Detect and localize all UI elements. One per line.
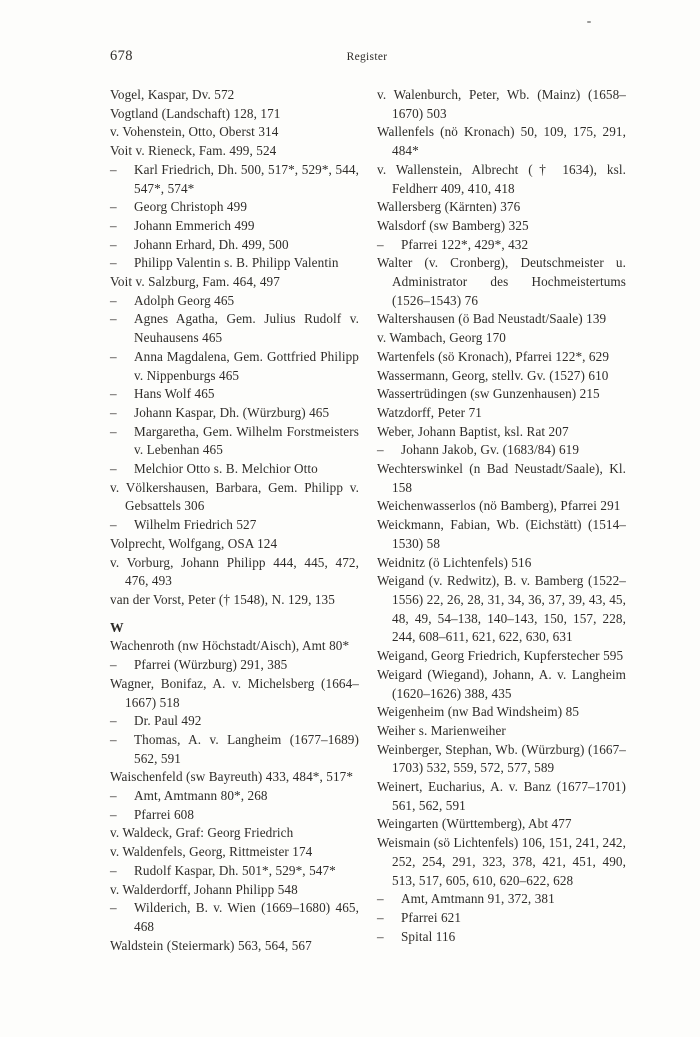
index-entry: Voit v. Rieneck, Fam. 499, 524 [110, 143, 277, 159]
index-subentry: – Agnes Agatha, Gem. Julius Rudolf v. Neuhausens 465 [110, 311, 359, 346]
index-entry: Weickmann, Fabian, Wb. (Eichstätt) (1514–1530) 58 [377, 517, 626, 551]
subentry-dash: – [377, 236, 384, 252]
subentry-dash: – [110, 311, 117, 327]
index-subentry: – Amt, Amtmann 80*, 268 [110, 787, 359, 806]
index-column-right [377, 86, 626, 955]
subentry-dash: – [110, 161, 117, 177]
index-entry: Weismain (sö Lichtenfels) 106, 151, 241, 242, 252, 254, 291, 323, 378, 421, 451, 490, 513, 517, 605, 610, 620–622, 628 [377, 835, 626, 888]
index-subentry: – Johann Emmerich 499 [110, 217, 359, 236]
index-entry: Weigand (v. Redwitz), B. v. Bamberg (1522–1556) 22, 26, 28, 31, 34, 36, 37, 39, 43, 45, 48, 49, 54–138, 140–143, 150, 157, 228, 244, 608–611, 621, 622, 630, 631 [377, 573, 626, 645]
section-letter: W [110, 619, 124, 635]
index-entry: v. Walenburch, Peter, Wb. (Mainz) (1658–1670) 503 [377, 87, 626, 121]
page-header [110, 48, 624, 68]
index-subentry: – Dr. Paul 492 [110, 712, 359, 731]
scan-artifact-dot [587, 21, 591, 23]
index-subentry: – Thomas, A. v. Langheim (1677–1689) 562, 591 [110, 731, 359, 766]
index-entry: Wagner, Bonifaz, A. v. Michelsberg (1664–1667) 518 [110, 675, 359, 710]
subentry-dash: – [110, 217, 117, 233]
subentry-dash: – [110, 292, 117, 308]
index-subentry: – Johann Kaspar, Dh. (Würzburg) 465 [110, 404, 359, 423]
subentry-dash: – [110, 255, 117, 271]
index-subentry: – Pfarrei 608 [110, 806, 359, 825]
index-entry: Wechterswinkel (n Bad Neustadt/Saale), Kl. 158 [377, 461, 626, 495]
index-entry: Weidnitz (ö Lichtenfels) 516 [377, 554, 532, 570]
index-entry: v. Völkershausen, Barbara, Gem. Philipp v. Gebsattels 306 [110, 479, 359, 514]
index-subentry: – Hans Wolf 465 [110, 385, 359, 404]
index-subentry: – Georg Christoph 499 [110, 198, 359, 217]
index-entry: Weigand, Georg Friedrich, Kupferstecher 595 [377, 648, 624, 664]
index-entry: v. Waldeck, Graf: Georg Friedrich [110, 825, 294, 841]
index-entry: v. Waldenfels, Georg, Rittmeister 174 [110, 844, 313, 860]
index-entry: Vogel, Kaspar, Dv. 572 [110, 87, 235, 102]
index-entry: Weigenheim (nw Bad Windsheim) 85 [377, 704, 580, 720]
index-entry: Wallenfels (nö Kronach) 50, 109, 175, 291, 484* [377, 124, 626, 159]
index-subentry: – Wilhelm Friedrich 527 [110, 516, 359, 535]
subentry-dash: – [110, 236, 117, 252]
subentry-dash: – [110, 900, 117, 916]
subentry-dash: – [110, 788, 117, 804]
index-subentry: – Melchior Otto s. B. Melchior Otto [110, 460, 359, 479]
subentry-dash: – [377, 442, 384, 458]
index-entry: v. Vohenstein, Otto, Oberst 314 [110, 124, 279, 140]
index-entry: Wallersberg (Kärnten) 376 [377, 199, 521, 215]
index-entry: Weinberger, Stephan, Wb. (Würzburg) (1667–1703) 532, 559, 572, 577, 589 [377, 741, 626, 776]
index-subentry: – Margaretha, Gem. Wilhelm Forstmeisters v. Lebenhan 465 [110, 423, 359, 458]
index-entry: Volprecht, Wolfgang, OSA 124 [110, 535, 278, 551]
index-subentry: – Spital 116 [377, 928, 626, 947]
index-entry: Walter (v. Cronberg), Deutschmeister u. Administrator des Hochmeistertums (1526–1543) 76 [377, 255, 626, 308]
index-subentry: – Pfarrei (Würzburg) 291, 385 [110, 656, 359, 675]
index-entry: Weichenwasserlos (nö Bamberg), Pfarrei 291 [377, 498, 621, 514]
index-entry: Wachenroth (nw Höchstadt/Aisch), Amt 80* [110, 638, 350, 654]
index-subentry: – Adolph Georg 465 [110, 292, 359, 311]
index-entry: Weinert, Eucharius, A. v. Banz (1677–1701) 561, 562, 591 [377, 779, 626, 813]
subentry-dash: – [110, 731, 117, 747]
index-entry: Weber, Johann Baptist, ksl. Rat 207 [377, 423, 569, 439]
index-subentry: – Wilderich, B. v. Wien (1669–1680) 465, 468 [110, 900, 359, 934]
index-entry: Watzdorff, Peter 71 [377, 404, 482, 420]
index-entry: Walsdorf (sw Bamberg) 325 [377, 217, 529, 233]
index-entry: Weingarten (Württemberg), Abt 477 [377, 816, 572, 832]
index-column-left [110, 86, 359, 955]
index-entry: Wassertrüdingen (sw Gunzenhausen) 215 [377, 386, 600, 402]
index-subentry: – Anna Magdalena, Gem. Gottfried Philipp v. Nippenburgs 465 [110, 348, 359, 383]
index-entry: Waldstein (Steiermark) 563, 564, 567 [110, 937, 312, 953]
index-subentry: – Amt, Amtmann 91, 372, 381 [377, 890, 626, 909]
running-title: Register [346, 51, 388, 63]
index-entry: Waischenfeld (sw Bayreuth) 433, 484*, 517* [110, 769, 354, 785]
index-entry: v. Wambach, Georg 170 [377, 330, 506, 346]
index-entry: Weigard (Wiegand), Johann, A. v. Langheim (1620–1626) 388, 435 [377, 666, 626, 701]
index-subentry: – Pfarrei 621 [377, 909, 626, 928]
subentry-dash: – [377, 928, 384, 944]
index-columns [110, 86, 626, 955]
index-subentry: – Johann Erhard, Dh. 499, 500 [110, 236, 359, 255]
index-subentry: – Pfarrei 122*, 429*, 432 [377, 236, 626, 255]
index-entry: Weiher s. Marienweiher [377, 722, 506, 738]
index-entry: Waltershausen (ö Bad Neustadt/Saale) 139 [377, 311, 607, 327]
index-entry: Wartenfels (sö Kronach), Pfarrei 122*, 629 [377, 348, 610, 364]
subentry-dash: – [110, 517, 117, 533]
subentry-dash: – [110, 199, 117, 215]
subentry-dash: – [377, 891, 384, 907]
index-entry: Wassermann, Georg, stellv. Gv. (1527) 610 [377, 367, 609, 383]
index-entry: Voit v. Salzburg, Fam. 464, 497 [110, 274, 280, 290]
subentry-dash: – [110, 404, 117, 420]
index-entry: van der Vorst, Peter († 1548), N. 129, 135 [110, 591, 335, 607]
index-subentry: – Philipp Valentin s. B. Philipp Valentin [110, 254, 359, 273]
index-entry: Vogtland (Landschaft) 128, 171 [110, 105, 281, 121]
subentry-dash: – [110, 423, 117, 439]
subentry-dash: – [110, 348, 117, 364]
index-entry: v. Wallenstein, Albrecht († 1634), ksl. Feldherr 409, 410, 418 [377, 161, 626, 196]
index-entry: v. Walderdorff, Johann Philipp 548 [110, 881, 298, 897]
index-subentry: – Rudolf Kaspar, Dh. 501*, 529*, 547* [110, 862, 359, 881]
index-subentry: – Johann Jakob, Gv. (1683/84) 619 [377, 441, 626, 460]
subentry-dash: – [110, 461, 117, 477]
index-entry: v. Vorburg, Johann Philipp 444, 445, 472, 476, 493 [110, 554, 359, 589]
index-subentry: – Karl Friedrich, Dh. 500, 517*, 529*, 544, 547*, 574* [110, 161, 359, 196]
subentry-dash: – [110, 386, 117, 402]
page-number: 678 [110, 48, 133, 64]
subentry-dash: – [110, 713, 117, 729]
subentry-dash: – [110, 862, 117, 878]
subentry-dash: – [110, 657, 117, 673]
subentry-dash: – [377, 909, 384, 925]
subentry-dash: – [110, 806, 117, 822]
